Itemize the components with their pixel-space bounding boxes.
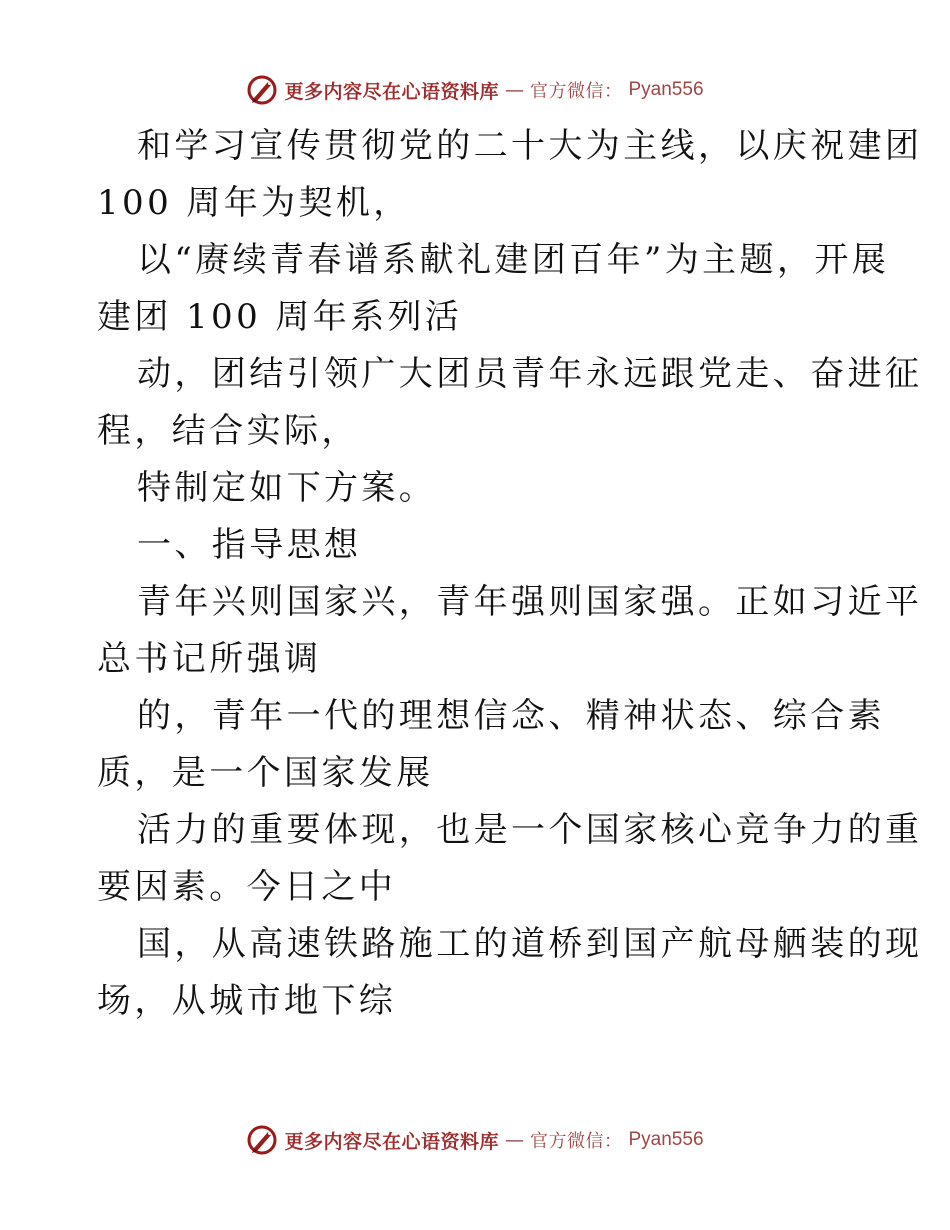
text-line: 建团 100 周年系列活 xyxy=(97,297,463,337)
header-watermark xyxy=(0,70,950,110)
watermark-wechat-id: Pyan556 xyxy=(628,1129,704,1150)
pen-logo-icon xyxy=(246,1124,278,1156)
text-line: 场，从城市地下综 xyxy=(97,981,397,1021)
text-line: 100 周年为契机， xyxy=(97,183,411,223)
text-line: 总书记所强调 xyxy=(97,639,322,679)
pen-logo-icon xyxy=(246,74,278,106)
text-line: 的，青年一代的理想信念、精神状态、综合素 xyxy=(137,696,885,736)
text-line: 质，是一个国家发展 xyxy=(97,753,434,793)
text-line: 国，从高速铁路施工的道桥到国产航母舾装的现 xyxy=(137,924,923,964)
text-line: 程，结合实际， xyxy=(97,411,359,451)
text-line: 以“赓续青春谱系献礼建团百年”为主题，开展 xyxy=(137,240,890,280)
section-heading: 一、指导思想 xyxy=(137,525,362,565)
watermark-main-text: 更多内容尽在心语资料库 xyxy=(284,80,499,103)
text-line: 活力的重要体现，也是一个国家核心竞争力的重 xyxy=(137,810,923,850)
text-line: 青年兴则国家兴，青年强则国家强。正如习近平 xyxy=(137,582,923,622)
watermark-wechat-id: Pyan556 xyxy=(628,79,704,100)
text-line: 特制定如下方案。 xyxy=(137,468,437,508)
text-line: 要因素。今日之中 xyxy=(97,867,397,907)
watermark-wechat-label: 官方微信： xyxy=(530,81,623,102)
watermark-dash: — xyxy=(505,1129,524,1151)
text-line: 动，团结引领广大团员青年永远跟党走、奋进征 xyxy=(137,354,923,394)
text-line: 和学习宣传贯彻党的二十大为主线，以庆祝建团 xyxy=(137,126,923,166)
watermark-dash: — xyxy=(505,79,524,101)
document-body xyxy=(97,118,923,1030)
watermark-main-text: 更多内容尽在心语资料库 xyxy=(284,1130,499,1153)
footer-watermark xyxy=(0,1120,950,1160)
watermark-wechat-label: 官方微信： xyxy=(530,1131,623,1152)
